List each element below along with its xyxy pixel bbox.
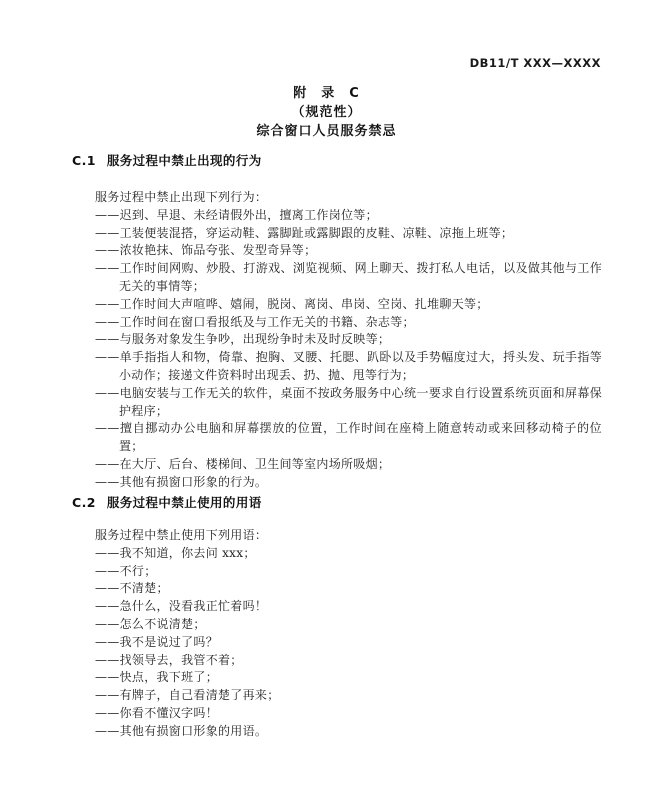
list-item: ——工作时间大声喧哗、嬉闹，脱岗、离岗、串岗、空岗、扎堆聊天等； (95, 296, 489, 311)
prohibited-behaviors-list (95, 207, 602, 492)
appendix-header (0, 84, 653, 141)
normative-label: （规范性） (291, 105, 362, 120)
list-item: ——怎么不说清楚； (95, 616, 206, 631)
section-title: 服务过程中禁止使用的用语 (106, 495, 262, 510)
section-c2-body (95, 527, 602, 741)
prohibited-phrases-list (95, 545, 602, 741)
section-c1-body (95, 189, 602, 492)
list-item: ——我不是说过了吗？ (95, 634, 219, 649)
list-item: ——其他有损窗口形象的行为。 (95, 474, 268, 489)
list-item: ——我不知道，你去问 xxx； (95, 545, 256, 560)
list-item: ——不行； (95, 563, 157, 578)
list-item: ——电脑安装与工作无关的软件，桌面不按政务服务中心统一要求自行设置系统页面和屏幕保护程序； (95, 385, 602, 418)
list-item: ——你看不懂汉字吗！ (95, 705, 219, 720)
list-item: ——迟到、早退、未经请假外出，擅离工作岗位等； (95, 207, 378, 222)
list-item: ——擅自挪动办公电脑和屏幕摆放的位置，工作时间在座椅上随意转动或来回移动椅子的位置； (95, 421, 602, 454)
list-item: ——急什么，没看我正忙着吗！ (95, 599, 268, 614)
list-item: ——工作时间在窗口看报纸及与工作无关的书籍、杂志等； (95, 314, 415, 329)
list-item: ——浓妆艳抹、饰品夸张、发型奇异等； (95, 243, 317, 258)
standard-number: DB11/T XXX—XXXX (469, 56, 601, 70)
list-item: ——与服务对象发生争吵，出现纷争时未及时反映等； (95, 332, 391, 347)
list-item: ——不清楚； (95, 581, 169, 596)
list-item: ——有牌子，自己看清楚了再来； (95, 688, 280, 703)
appendix-title: 综合窗口人员服务禁忌 (256, 124, 397, 139)
section-c1-heading (72, 151, 262, 169)
section-c2-heading (72, 493, 262, 511)
section-number: C.2 (72, 495, 96, 510)
appendix-label: 附 录 C (293, 86, 360, 101)
paragraph-intro: 服务过程中禁止出现下列行为： (95, 190, 268, 204)
list-item: ——在大厅、后台、楼梯间、卫生间等室内场所吸烟； (95, 456, 391, 471)
list-item: ——工作时间网购、炒股、打游戏、浏览视频、网上聊天、拨打私人电话，以及做其他与工作无关的事情等； (95, 261, 602, 293)
list-item: ——单手指指人和物，倚靠、抱胸、叉腰、托腮、趴卧以及手势幅度过大，捋头发、玩手指等小动作；接递文件资料时出现丢、扔、抛、甩等行为； (95, 350, 602, 382)
section-number: C.1 (72, 153, 96, 168)
list-item: ——找领导去，我管不着； (95, 652, 243, 667)
list-item: ——其他有损窗口形象的用语。 (95, 723, 268, 738)
section-title: 服务过程中禁止出现的行为 (106, 153, 262, 168)
list-item: ——工装便装混搭，穿运动鞋、露脚趾或露脚跟的皮鞋、凉鞋、凉拖上班等； (95, 225, 514, 240)
paragraph-intro: 服务过程中禁止使用下列用语： (95, 528, 268, 542)
list-item: ——快点，我下班了； (95, 670, 219, 685)
